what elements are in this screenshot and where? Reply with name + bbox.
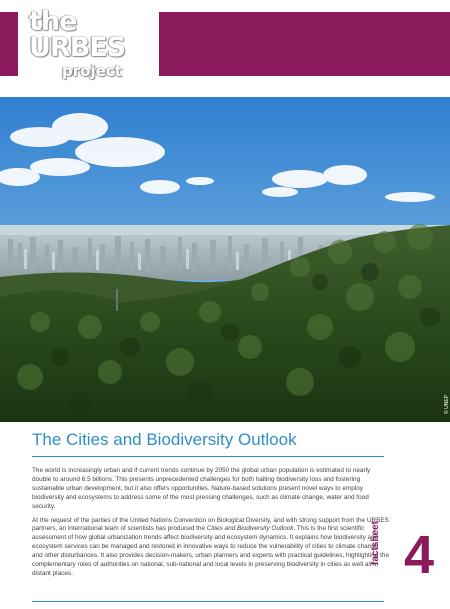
header-accent-bar — [159, 12, 450, 76]
paragraph-2 — [32, 517, 390, 579]
report-title-italic: Cities and Biodiversity Outlook — [206, 525, 294, 533]
photo-credit: © UNEP — [444, 395, 450, 414]
urbes-logo — [24, 2, 154, 86]
logo-line-project: project — [62, 62, 122, 80]
header-accent-left — [0, 12, 18, 76]
factsheet-number: 4 — [404, 525, 435, 585]
factsheet-label: factsheet — [370, 521, 381, 565]
bottom-divider — [32, 601, 384, 602]
logo-line-the: the — [29, 6, 77, 37]
city-forest-photo — [0, 97, 450, 422]
paragraph-2-intro: At the request of the parties of the United Nations Convention on Biological Diversity, and with strong support from the URBES partners, an international team of scientists has produced the — [32, 516, 389, 533]
page-title: The Cities and Biodiversity Outlook — [32, 430, 297, 449]
paragraph-1: The world is increasingly urban and if current trends continue by 2050 the global urban population is estimated to nearly double to around 6.5 billions. This presents unprecedented challenges for both halting biodiversity loss and fostering sustainable urban development, but it also offers opportunities. Nature-based solutions present novel ways to employ biodiversity and ecosystems to address some of the most pressing challenges, such as climate change, water and food security. — [32, 467, 371, 510]
logo-line-urbes: URBES — [29, 32, 126, 63]
title-divider — [32, 456, 384, 457]
paragraph-2-rest: . This is the first scientific assessment of how global urbanization trends affect biodiversity and ecosystem dynamics. It explains how biodiversity and ecosystem services can be managed and restored in innovative ways to reduce the vulnerability of cities to climate change and other disturbances. It also provides decision-makers, urban planners and experts with practical guidelines, highlighting the complementary roles of authorities on national, sub-national and local levels in preserving biodiversity in cities as well as in distant places. — [32, 525, 390, 577]
body-text — [32, 467, 390, 584]
